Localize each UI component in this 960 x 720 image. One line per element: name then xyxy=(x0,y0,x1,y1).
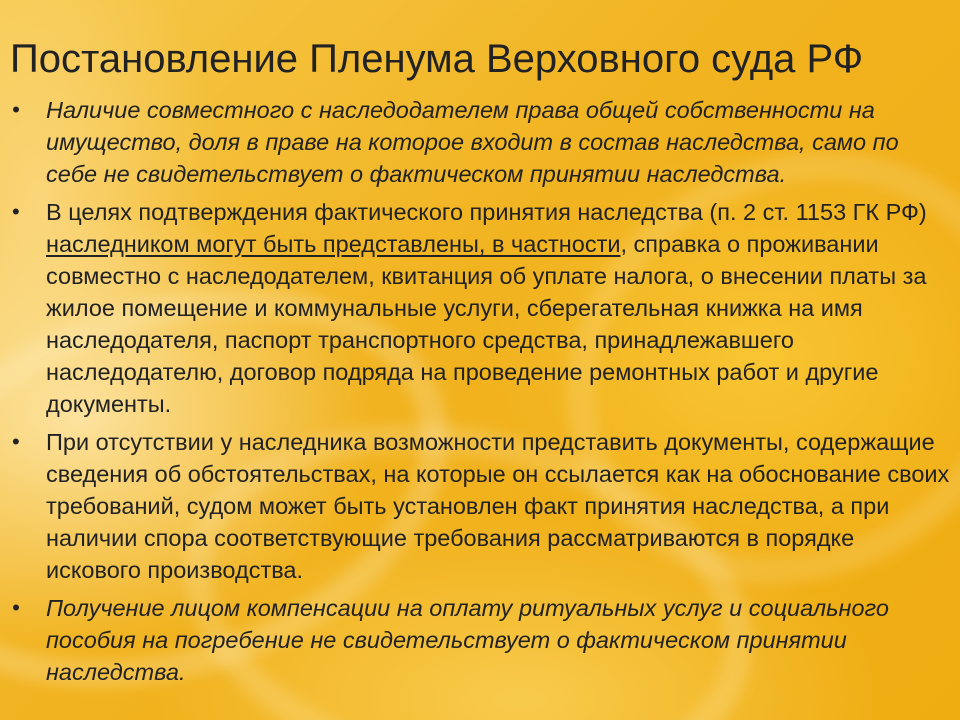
bullet-icon: • xyxy=(12,199,20,224)
bullet-icon: • xyxy=(12,97,20,122)
bullet-item xyxy=(10,592,950,688)
bullet-text: , справка о проживании совместно с наследодателем, квитанция об уплате налога, о внесении платы за жилое помещение и коммунальные услуги, сберегательная книжка на имя наследодателя, паспорт транспортного средства, принадлежавшего наследодателю, договор подряда на проведение ремонтных работ и другие документы. xyxy=(46,231,927,417)
bullet-item xyxy=(10,196,950,420)
bullet-icon: • xyxy=(12,595,20,620)
bullet-text: При отсутствии у наследника возможности представить документы, содержащие сведения об обстоятельствах, на которые он ссылается как на обоснование своих требований, судом может быть установлен факт принятия наследства, а при наличии спора соответствующие требования рассматриваются в порядке искового производства. xyxy=(46,429,950,583)
bullet-item xyxy=(10,426,950,586)
bullet-text: Получение лицом компенсации на оплату ритуальных услуг и социального пособия на погребение не свидетельствует о фактическом принятии наследства. xyxy=(46,595,889,685)
bullet-text: Наличие совместного с наследодателем права общей собственности на имущество, доля в праве на которое входит в состав наследства, само по себе не свидетельствует о фактическом принятии наследства. xyxy=(46,97,899,187)
bullet-item xyxy=(10,94,950,190)
bullet-list xyxy=(10,94,950,694)
bullet-text: В целях подтверждения фактического принятия наследства (п. 2 ст. 1153 ГК РФ) xyxy=(46,199,927,225)
bullet-text-underlined: наследником могут быть представлены, в частности xyxy=(46,231,621,257)
slide-title: Постановление Пленума Верховного суда РФ xyxy=(10,37,864,81)
bullet-icon: • xyxy=(12,429,20,454)
